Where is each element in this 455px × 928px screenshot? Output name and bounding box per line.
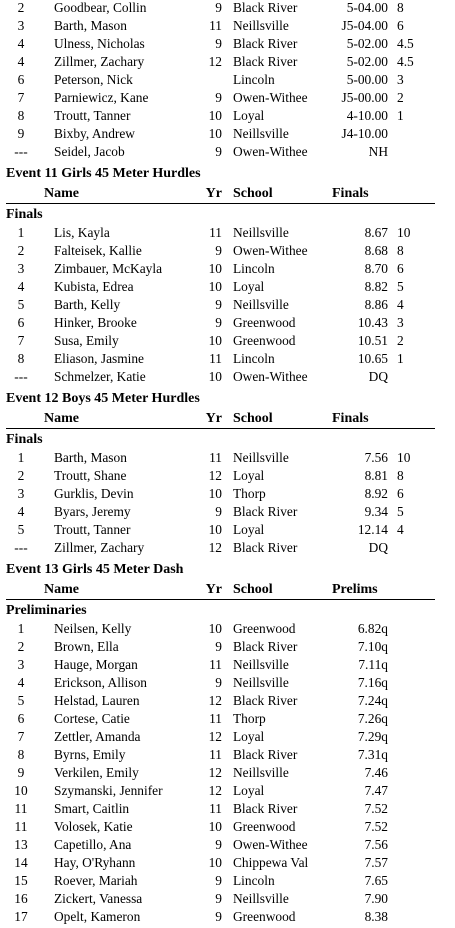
event-section [0,559,455,926]
place-cell: 10 [14,783,28,798]
mark-cell: 9.34 [364,504,388,519]
event-section [0,163,455,386]
table-row [0,539,455,557]
year-cell: 12 [208,765,222,780]
mark-cell: 8.92 [364,486,388,501]
place-cell: 2 [17,468,25,483]
header-school: School [233,186,273,201]
school-cell: Neillsville [233,765,289,780]
school-cell: Black River [233,693,298,708]
table-row [0,656,455,674]
athlete-name: Erickson, Allison [54,675,147,690]
place-cell: 6 [17,315,25,330]
year-cell: 10 [208,333,222,348]
mark-cell: 7.56 [364,450,388,465]
place-cell: 9 [17,765,25,780]
school-cell: Chippewa Val [233,855,309,870]
mark-cell: 7.11q [358,657,388,672]
header-school: School [233,582,273,597]
table-row [0,890,455,908]
points-cell: 4 [397,297,404,312]
table-row [0,782,455,800]
school-cell: Loyal [233,729,265,744]
athlete-name: Barth, Mason [54,450,127,465]
table-row [0,242,455,260]
table-row [0,260,455,278]
athlete-name: Barth, Mason [54,18,127,33]
athlete-name: Falteisek, Kallie [54,243,142,258]
athlete-name: Opelt, Kameron [54,909,141,924]
school-cell: Black River [233,801,298,816]
place-cell: 3 [17,486,25,501]
column-header-row [6,409,435,429]
year-cell: 11 [209,225,222,240]
year-cell: 11 [209,450,222,465]
points-cell: 1 [397,108,404,123]
athlete-name: Goodbear, Collin [54,0,147,15]
mark-cell: 7.56 [364,837,388,852]
school-cell: Greenwood [233,909,296,924]
place-cell: 8 [17,351,25,366]
school-cell: Owen-Withee [233,837,308,852]
year-cell: 9 [215,909,222,924]
table-row [0,692,455,710]
athlete-name: Byrns, Emily [54,747,126,762]
athlete-name: Szymanski, Jennifer [54,783,163,798]
place-cell: 13 [14,837,28,852]
year-cell: 9 [215,504,222,519]
athlete-name: Peterson, Nick [54,72,133,87]
year-cell: 9 [215,297,222,312]
place-cell: 1 [17,450,25,465]
year-cell: 12 [208,783,222,798]
place-cell: 5 [17,693,25,708]
table-row [0,368,455,386]
table-row [0,332,455,350]
points-cell: 4.5 [397,36,414,51]
mark-cell: 12.14 [357,522,388,537]
place-cell: 4 [17,675,25,690]
table-row [0,818,455,836]
table-row [0,125,455,143]
place-cell: 8 [17,108,25,123]
athlete-name: Bixby, Andrew [54,126,135,141]
place-cell: 5 [17,297,25,312]
results-table [0,449,455,557]
year-cell: 10 [208,279,222,294]
table-row [0,836,455,854]
mark-cell: 5-04.00 [346,0,388,15]
school-cell: Greenwood [233,315,296,330]
points-cell: 5 [397,504,404,519]
points-cell: 4 [397,522,404,537]
athlete-name: Byars, Jeremy [54,504,131,519]
results-table [0,0,455,161]
table-row [0,638,455,656]
place-cell: 3 [17,657,25,672]
mark-cell: 7.24q [357,693,388,708]
table-row [0,314,455,332]
header-year: Yr [205,411,222,426]
mark-cell: 7.90 [364,891,388,906]
mark-cell: 7.31q [357,747,388,762]
year-cell: 10 [208,486,222,501]
place-cell: 3 [17,18,25,33]
athlete-name: Zillmer, Zachary [54,540,145,555]
year-cell: 9 [215,144,222,159]
year-cell: 11 [209,657,222,672]
school-cell: Lincoln [233,72,275,87]
year-cell: 9 [215,90,222,105]
points-cell: 1 [397,351,404,366]
school-cell: Loyal [233,279,265,294]
athlete-name: Zettler, Amanda [54,729,141,744]
year-cell: 9 [215,675,222,690]
school-cell: Loyal [233,468,265,483]
year-cell: 11 [209,711,222,726]
points-cell: 5 [397,279,404,294]
place-cell: 4 [17,54,25,69]
column-header-row [6,184,435,204]
place-cell: 4 [17,279,25,294]
athlete-name: Capetillo, Ana [54,837,132,852]
table-row [0,53,455,71]
round-label: Preliminaries [6,603,87,618]
table-row [0,521,455,539]
points-cell: 2 [397,333,404,348]
round-label: Finals [6,207,43,222]
table-row [0,350,455,368]
points-cell: 8 [397,468,404,483]
athlete-name: Zimbauer, McKayla [54,261,163,276]
school-cell: Owen-Withee [233,369,308,384]
points-cell: 4.5 [397,54,414,69]
mark-cell: 7.16q [357,675,388,690]
school-cell: Lincoln [233,261,275,276]
year-cell: 10 [208,621,222,636]
school-cell: Black River [233,504,298,519]
place-cell: 11 [14,801,28,816]
athlete-name: Hinker, Brooke [54,315,137,330]
school-cell: Owen-Withee [233,90,308,105]
mark-cell: 10.65 [357,351,388,366]
mark-cell: NH [368,144,388,159]
school-cell: Black River [233,540,298,555]
year-cell: 12 [208,540,222,555]
athlete-name: Barth, Kelly [54,297,121,312]
points-cell: 2 [397,90,404,105]
school-cell: Lincoln [233,351,275,366]
points-cell: 10 [397,450,411,465]
table-row [0,872,455,890]
school-cell: Loyal [233,783,265,798]
year-cell: 9 [215,36,222,51]
header-mark: Finals [332,186,369,201]
table-row [0,467,455,485]
table-row [0,0,455,17]
place-cell: 7 [17,333,25,348]
athlete-name: Verkilen, Emily [54,765,139,780]
header-year: Yr [205,582,222,597]
table-row [0,71,455,89]
table-row [0,800,455,818]
year-cell: 9 [215,891,222,906]
school-cell: Black River [233,54,298,69]
school-cell: Black River [233,0,298,15]
athlete-name: Neilsen, Kelly [54,621,132,636]
mark-cell: 7.10q [357,639,388,654]
table-row [0,35,455,53]
header-name: Name [44,411,79,426]
mark-cell: 8.86 [364,297,388,312]
year-cell: 10 [208,522,222,537]
mark-cell: 7.26q [357,711,388,726]
place-cell: 7 [17,729,25,744]
points-cell: 3 [397,72,404,87]
year-cell: 10 [208,108,222,123]
school-cell: Neillsville [233,225,289,240]
mark-cell: 8.38 [364,909,388,924]
place-cell: 11 [14,819,28,834]
year-cell: 11 [209,18,222,33]
header-mark: Finals [332,411,369,426]
place-cell: --- [14,540,28,555]
athlete-name: Zickert, Vanessa [54,891,143,906]
place-cell: 16 [14,891,28,906]
school-cell: Lincoln [233,873,275,888]
table-row [0,620,455,638]
mark-cell: 7.52 [364,819,388,834]
mark-cell: 7.65 [364,873,388,888]
school-cell: Neillsville [233,657,289,672]
points-cell: 6 [397,261,404,276]
year-cell: 9 [215,837,222,852]
mark-cell: DQ [368,369,388,384]
year-cell: 9 [215,0,222,15]
place-cell: 8 [17,747,25,762]
table-row [0,728,455,746]
mark-cell: 10.51 [357,333,388,348]
event-title: Event 13 Girls 45 Meter Dash [6,562,184,577]
place-cell: 1 [17,225,25,240]
athlete-name: Ulness, Nicholas [54,36,145,51]
athlete-name: Roever, Mariah [54,873,138,888]
school-cell: Neillsville [233,450,289,465]
points-cell: 10 [397,225,411,240]
school-cell: Neillsville [233,297,289,312]
year-cell: 10 [208,126,222,141]
event-section [0,388,455,557]
table-row [0,17,455,35]
year-cell: 10 [208,261,222,276]
table-row [0,854,455,872]
header-name: Name [44,582,79,597]
table-row [0,296,455,314]
year-cell: 12 [208,729,222,744]
place-cell: 6 [17,72,25,87]
place-cell: 4 [17,36,25,51]
mark-cell: 10.43 [357,315,388,330]
mark-cell: 7.52 [364,801,388,816]
table-row [0,764,455,782]
points-cell: 6 [397,18,404,33]
school-cell: Thorp [233,486,266,501]
school-cell: Neillsville [233,891,289,906]
school-cell: Loyal [233,108,265,123]
school-cell: Greenwood [233,333,296,348]
year-cell: 12 [208,693,222,708]
mark-cell: 5-02.00 [346,54,388,69]
year-cell: 12 [208,54,222,69]
place-cell: 1 [17,621,25,636]
column-header-row [6,580,435,600]
points-cell: 8 [397,0,404,15]
table-row [0,710,455,728]
place-cell: 15 [14,873,28,888]
place-cell: 2 [17,639,25,654]
results-table [0,224,455,386]
round-label: Finals [6,432,43,447]
year-cell: 10 [208,819,222,834]
year-cell: 9 [215,315,222,330]
header-year: Yr [205,186,222,201]
athlete-name: Troutt, Tanner [54,522,131,537]
mark-cell: J5-00.00 [341,90,388,105]
athlete-name: Volosek, Katie [54,819,133,834]
table-row [0,224,455,242]
year-cell: 11 [209,801,222,816]
table-row [0,674,455,692]
mark-cell: 5-02.00 [346,36,388,51]
mark-cell: 8.68 [364,243,388,258]
year-cell: 12 [208,468,222,483]
athlete-name: Hay, O'Ryhann [54,855,136,870]
mark-cell: 8.81 [364,468,388,483]
table-row [0,107,455,125]
year-cell: 9 [215,873,222,888]
table-row [0,746,455,764]
athlete-name: Seidel, Jacob [54,144,125,159]
header-school: School [233,411,273,426]
place-cell: --- [14,144,28,159]
mark-cell: 8.82 [364,279,388,294]
athlete-name: Gurklis, Devin [54,486,134,501]
year-cell: 9 [215,243,222,258]
athlete-name: Eliason, Jasmine [54,351,145,366]
table-row [0,485,455,503]
mark-cell: J5-04.00 [341,18,388,33]
place-cell: 2 [17,0,25,15]
header-name: Name [44,186,79,201]
athlete-name: Schmelzer, Katie [54,369,146,384]
mark-cell: 4-10.00 [346,108,388,123]
school-cell: Black River [233,36,298,51]
event-title: Event 11 Girls 45 Meter Hurdles [6,166,201,181]
year-cell: 11 [209,747,222,762]
table-row [0,908,455,926]
mark-cell: 7.57 [364,855,388,870]
place-cell: --- [14,369,28,384]
school-cell: Neillsville [233,675,289,690]
mark-cell: 7.29q [357,729,388,744]
athlete-name: Susa, Emily [54,333,119,348]
athlete-name: Helstad, Lauren [54,693,140,708]
table-row [0,278,455,296]
table-row [0,89,455,107]
athlete-name: Parniewicz, Kane [54,90,149,105]
athlete-name: Troutt, Shane [54,468,127,483]
place-cell: 6 [17,711,25,726]
school-cell: Owen-Withee [233,144,308,159]
athlete-name: Hauge, Morgan [54,657,138,672]
school-cell: Neillsville [233,126,289,141]
athlete-name: Kubista, Edrea [54,279,134,294]
place-cell: 2 [17,243,25,258]
mark-cell: 5-00.00 [346,72,388,87]
school-cell: Greenwood [233,819,296,834]
header-mark: Prelims [332,582,378,597]
athlete-name: Smart, Caitlin [54,801,130,816]
school-cell: Neillsville [233,18,289,33]
table-row [0,143,455,161]
place-cell: 17 [14,909,28,924]
results-table [0,620,455,926]
school-cell: Thorp [233,711,266,726]
mark-cell: DQ [368,540,388,555]
school-cell: Black River [233,747,298,762]
place-cell: 14 [14,855,28,870]
school-cell: Greenwood [233,621,296,636]
points-cell: 3 [397,315,404,330]
place-cell: 4 [17,504,25,519]
athlete-name: Troutt, Tanner [54,108,131,123]
year-cell: 10 [208,369,222,384]
place-cell: 9 [17,126,25,141]
points-cell: 8 [397,243,404,258]
mark-cell: J4-10.00 [341,126,388,141]
mark-cell: 7.47 [364,783,388,798]
mark-cell: 8.70 [364,261,388,276]
athlete-name: Zillmer, Zachary [54,54,145,69]
school-cell: Loyal [233,522,265,537]
athlete-name: Cortese, Catie [54,711,130,726]
athlete-name: Lis, Kayla [54,225,110,240]
points-cell: 6 [397,486,404,501]
year-cell: 9 [215,639,222,654]
place-cell: 7 [17,90,25,105]
mark-cell: 8.67 [364,225,388,240]
event-title: Event 12 Boys 45 Meter Hurdles [6,391,200,406]
year-cell: 10 [208,855,222,870]
school-cell: Black River [233,639,298,654]
table-row [0,449,455,467]
athlete-name: Brown, Ella [54,639,119,654]
mark-cell: 6.82q [357,621,388,636]
school-cell: Owen-Withee [233,243,308,258]
place-cell: 5 [17,522,25,537]
place-cell: 3 [17,261,25,276]
table-row [0,503,455,521]
mark-cell: 7.46 [364,765,388,780]
year-cell: 11 [209,351,222,366]
